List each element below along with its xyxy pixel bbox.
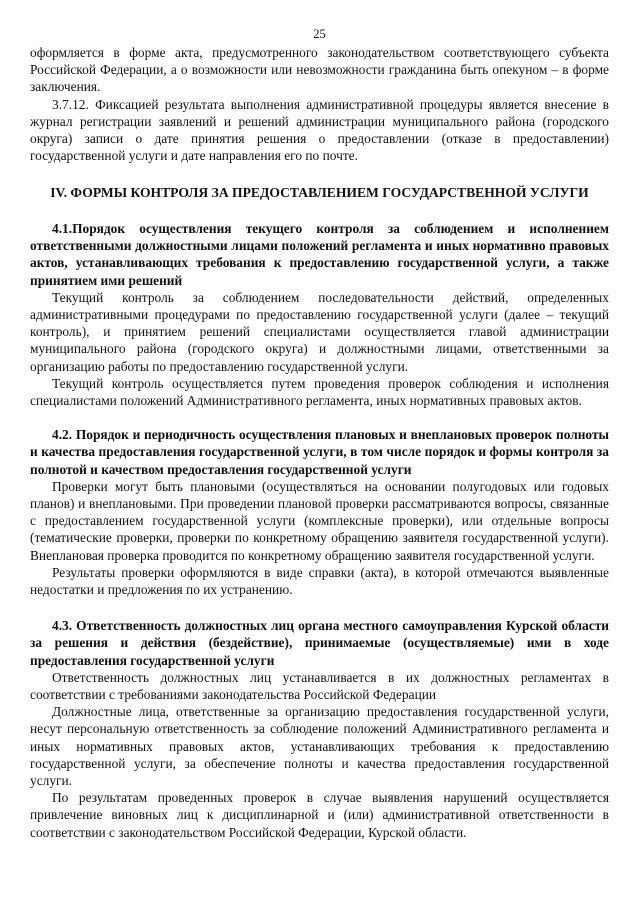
subsection-4-1 (30, 220, 609, 409)
subsection-4-2 (30, 426, 609, 598)
spacer (30, 202, 609, 220)
section-title: IV. ФОРМЫ КОНТРОЛЯ ЗА ПРЕДОСТАВЛЕНИЕМ ГОСУДАРСТВЕННОЙ УСЛУГИ (50, 185, 589, 201)
subsection-4-3 (30, 617, 609, 841)
subsection-heading: 4.1.Порядок осуществления текущего контроля за соблюдением и исполнением ответственными должностными лицами положений регламента и иных нормативно правовых актов, устанавливающих требования к предоставлению государственной услуги, а также принятием ими решений (30, 220, 609, 288)
spacer (30, 598, 609, 617)
subsection-paragraph: Ответственность должностных лиц устанавливается в их должностных регламентах в соответствии с требованиями законодательства Российской Федерации (30, 669, 609, 702)
page-number: 25 (313, 27, 326, 41)
subsection-paragraph: По результатам проведенных проверок в случае выявления нарушений осуществляется привлечение виновных лиц к дисциплинарной и (или) административной ответственности в соответствии с законодательством Российской Федерации, Курской области. (30, 790, 609, 840)
subsection-heading: 4.2. Порядок и периодичность осуществления плановых и внеплановых проверок полноты и качества предоставления государственной услуги, в том числе порядок и формы контроля за полнотой и качеством предоставления государственной услуги (30, 427, 609, 477)
subsection-heading: 4.3. Ответственность должностных лиц органа местного самоуправления Курской области за решения и действия (бездействие), принимаемые (осуществляемые) ими в ходе предоставления государственной услуги (30, 618, 609, 668)
intro-paragraph-continued: оформляется в форме акта, предусмотренного законодательством соответствующего субъекта Российской Федерации, а о возможности или невозможности гражданина быть опекуном – в форме заключения. (30, 45, 609, 95)
subsection-paragraph: Текущий контроль осуществляется путем проведения проверок соблюдения и исполнения специалистами положений Административного регламента, иных нормативных правовых актов. (30, 375, 609, 408)
subsection-paragraph: Проверки могут быть плановыми (осуществляться на основании полугодовых или годовых планов) и внеплановыми. При проведении плановой проверки рассматриваются вопросы, связанные с предоставлением государственной услуги (комплексные проверки), или отдельные вопросы (тематические проверки, проверки по конкретному обращению заявителя государственной услуги). Внеплановая проверка проводится по конкретному обращению заявителя государственной услуги. (30, 478, 609, 563)
subsection-paragraph: Результаты проверки оформляются в виде справки (акта), в которой отмечаются выявленные недостатки и предложения по их устранению. (30, 564, 609, 597)
subsection-paragraph: Текущий контроль за соблюдением последовательности действий, определенных административными процедурами по предоставлению государственной услуги (далее – текущий контроль), и принятием решений специалистами осуществляется главой администрации муниципального района (городского округа) и должностными лицами, ответственными за организацию работы по предоставлению государственной услуги. (30, 289, 609, 374)
spacer (30, 409, 609, 426)
intro-paragraph-3-7-12: 3.7.12. Фиксацией результата выполнения административной процедуры является внесение в журнал регистрации заявлений и решений администрации муниципального района (городского округа) записи о дате принятия решения о предоставлении (отказе в предоставлении) государственной услуги и дате направления его по почте. (30, 96, 609, 164)
subsection-paragraph: Должностные лица, ответственные за организацию предоставления государственной услуги, несут персональную ответственность за соблюдение положений Административного регламента и иных нормативных правовых актов, устанавливающих требования к предоставлению государственной услуги, за обеспечение полноты и качества предоставления государственной услуги. (30, 704, 609, 789)
